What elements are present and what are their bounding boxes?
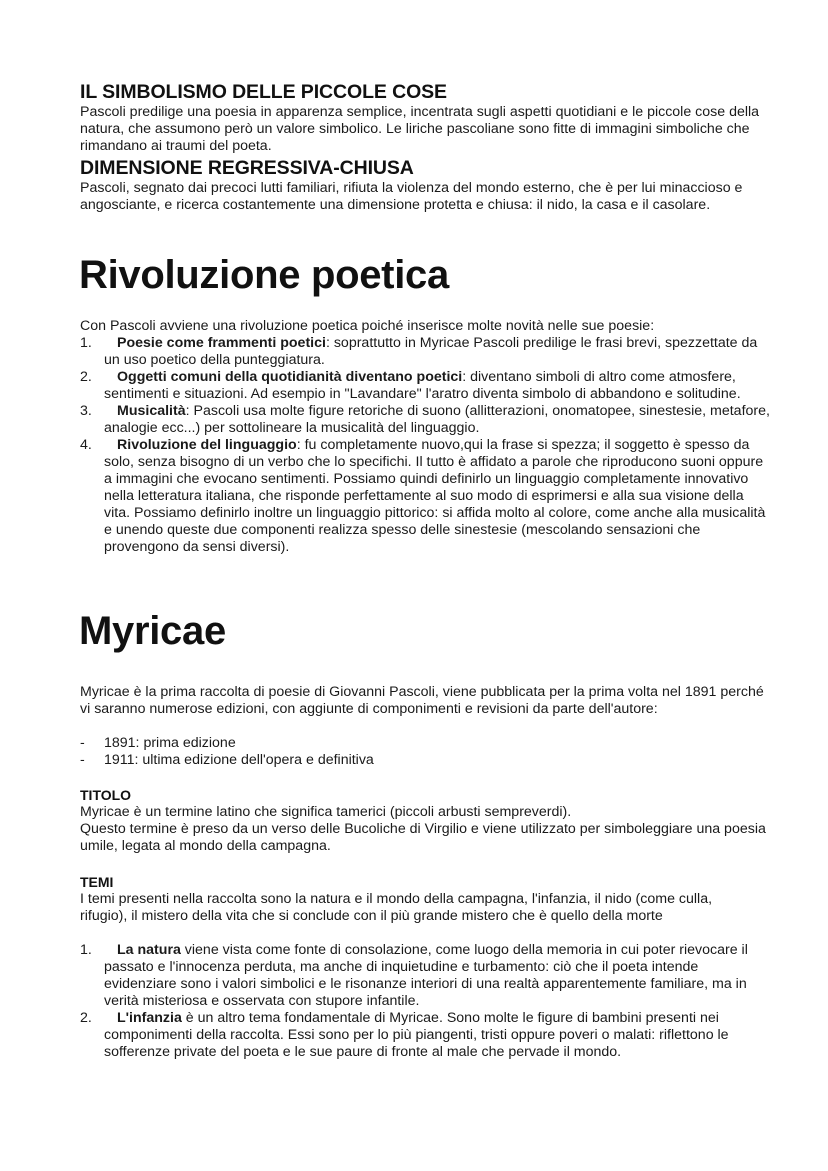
paragraph-simbolismo: Pascoli predilige una poesia in apparenza semplice, incentrata sugli aspetti quotidiani e le piccole cose della natura, che assumono però un valore simbolico. Le liriche pascoliane sono fitte di immagini simboliche che rimandano ai traumi del poeta. (80, 104, 760, 154)
list-number: 4. (80, 437, 92, 453)
edition-text: 1911: ultima edizione dell'opera e definitiva (104, 752, 374, 768)
list-item (80, 752, 680, 769)
list-item-text: è un altro tema fondamentale di Myricae. Sono molte le figure di bambini presenti nei componimenti della raccolta. Essi sono per lo più piangenti, tristi oppure poveri o malati: riflettono le sofferenze private del poeta e le sue paure di fronte al male che pervade il mondo. (104, 1010, 729, 1060)
list-number: 3. (80, 403, 92, 419)
list-number: 2. (80, 1010, 92, 1026)
list-item (80, 1010, 770, 1061)
list-item (80, 403, 770, 437)
paragraph-myricae-intro: Myricae è la prima raccolta di poesie di Giovanni Pascoli, viene pubblicata per la prima volta nel 1891 perché vi saranno numerose edizioni, con aggiunte di componimenti e revisioni da parte dell'autore: (80, 684, 764, 717)
list-item-text: : fu completamente nuovo,qui la frase si spezza; il soggetto è spesso da solo, senza bisogno di un verbo che lo specifichi. Il tutto è affidato a parole che riproducono suoni oppure a immagini che evocano sentimenti. Possiamo quindi definirlo un linguaggio completamente innovativo nella letteratura italiana, che risponde perfettamente al suo modo di esprimersi e alla sua visione della vita. Possiamo definirlo inoltre un linguaggio pittorico: si affida molto al colore, come anche alla musicalità e unendo queste due componenti realizza spesso delle sinestesie (mescolando sensazioni che provengono da sensi diversi). (104, 437, 766, 555)
list-item (80, 369, 770, 403)
list-number: 1. (80, 942, 92, 958)
list-item-text: : Pascoli usa molte figure retoriche di suono (allitterazioni, onomatopee, sinestesie, metafore, analogie ecc...) per sottolineare la musicalità del linguaggio. (104, 403, 770, 436)
list-item-title: L'infanzia (117, 1010, 182, 1026)
edition-text: 1891: prima edizione (104, 735, 236, 751)
paragraph-titolo-1: Myricae è un termine latino che significa tamerici (piccoli arbusti sempreverdi). (80, 804, 572, 820)
list-editions (80, 735, 680, 769)
list-item-title: Oggetti comuni della quotidianità diventano poetici (117, 369, 463, 385)
dash-marker: - (80, 735, 85, 751)
list-number: 1. (80, 335, 92, 351)
list-item-title: Musicalità (117, 403, 186, 419)
list-item (80, 942, 770, 1010)
list-item-title: Rivoluzione del linguaggio (117, 437, 297, 453)
list-item (80, 735, 680, 752)
paragraph-dimensione: Pascoli, segnato dai precoci lutti familiari, rifiuta la violenza del mondo esterno, che è per lui minaccioso e angosciante, e ricerca costantemente una dimensione protetta e chiusa: il nido, la casa e il casolare. (80, 180, 743, 213)
list-temi (80, 942, 770, 1061)
title-rivoluzione-poetica: Rivoluzione poetica (79, 253, 449, 297)
list-rivoluzione (80, 335, 770, 556)
heading-temi: TEMI (80, 874, 114, 890)
list-item-text: : soprattutto in Myricae Pascoli predilige le frasi brevi, spezzettate da un uso poetico della punteggiatura. (104, 335, 758, 368)
list-item-text: : diventano simboli di altro come atmosfere, sentimenti e situazioni. Ad esempio in "Lavandare" l'aratro diventa simbolo di abbandono e solitudine. (104, 369, 741, 402)
list-item-text: viene vista come fonte di consolazione, come luogo della memoria in cui poter rievocare il passato e l'innocenza perduta, ma anche di inquietudine e turbamento: ciò che il poeta intende evidenziare sono i valori simbolici e le risonanze interiori di una realtà apparentemente familiare, ma in verità misteriosa e osservata con stupore infantile. (104, 942, 748, 1009)
list-item-title: La natura (117, 942, 181, 958)
list-item-title: Poesie come frammenti poetici (117, 335, 326, 351)
paragraph-rivoluzione-intro: Con Pascoli avviene una rivoluzione poetica poiché inserisce molte novità nelle sue poesie: (80, 318, 655, 334)
heading-dimensione: DIMENSIONE REGRESSIVA-CHIUSA (80, 157, 414, 179)
heading-titolo: TITOLO (80, 787, 132, 803)
heading-simbolismo: IL SIMBOLISMO DELLE PICCOLE COSE (80, 81, 447, 103)
list-number: 2. (80, 369, 92, 385)
dash-marker: - (80, 752, 85, 768)
paragraph-temi-intro: I temi presenti nella raccolta sono la natura e il mondo della campagna, l'infanzia, il nido (come culla, rifugio), il mistero della vita che si conclude con il più grande mistero che è quello della morte (80, 891, 713, 924)
list-item (80, 335, 770, 369)
paragraph-titolo-2: Questo termine è preso da un verso delle Bucoliche di Virgilio e viene utilizzato per simboleggiare una poesia umile, legata al mondo della campagna. (80, 821, 766, 854)
list-item (80, 437, 770, 556)
title-myricae: Myricae (79, 609, 226, 653)
